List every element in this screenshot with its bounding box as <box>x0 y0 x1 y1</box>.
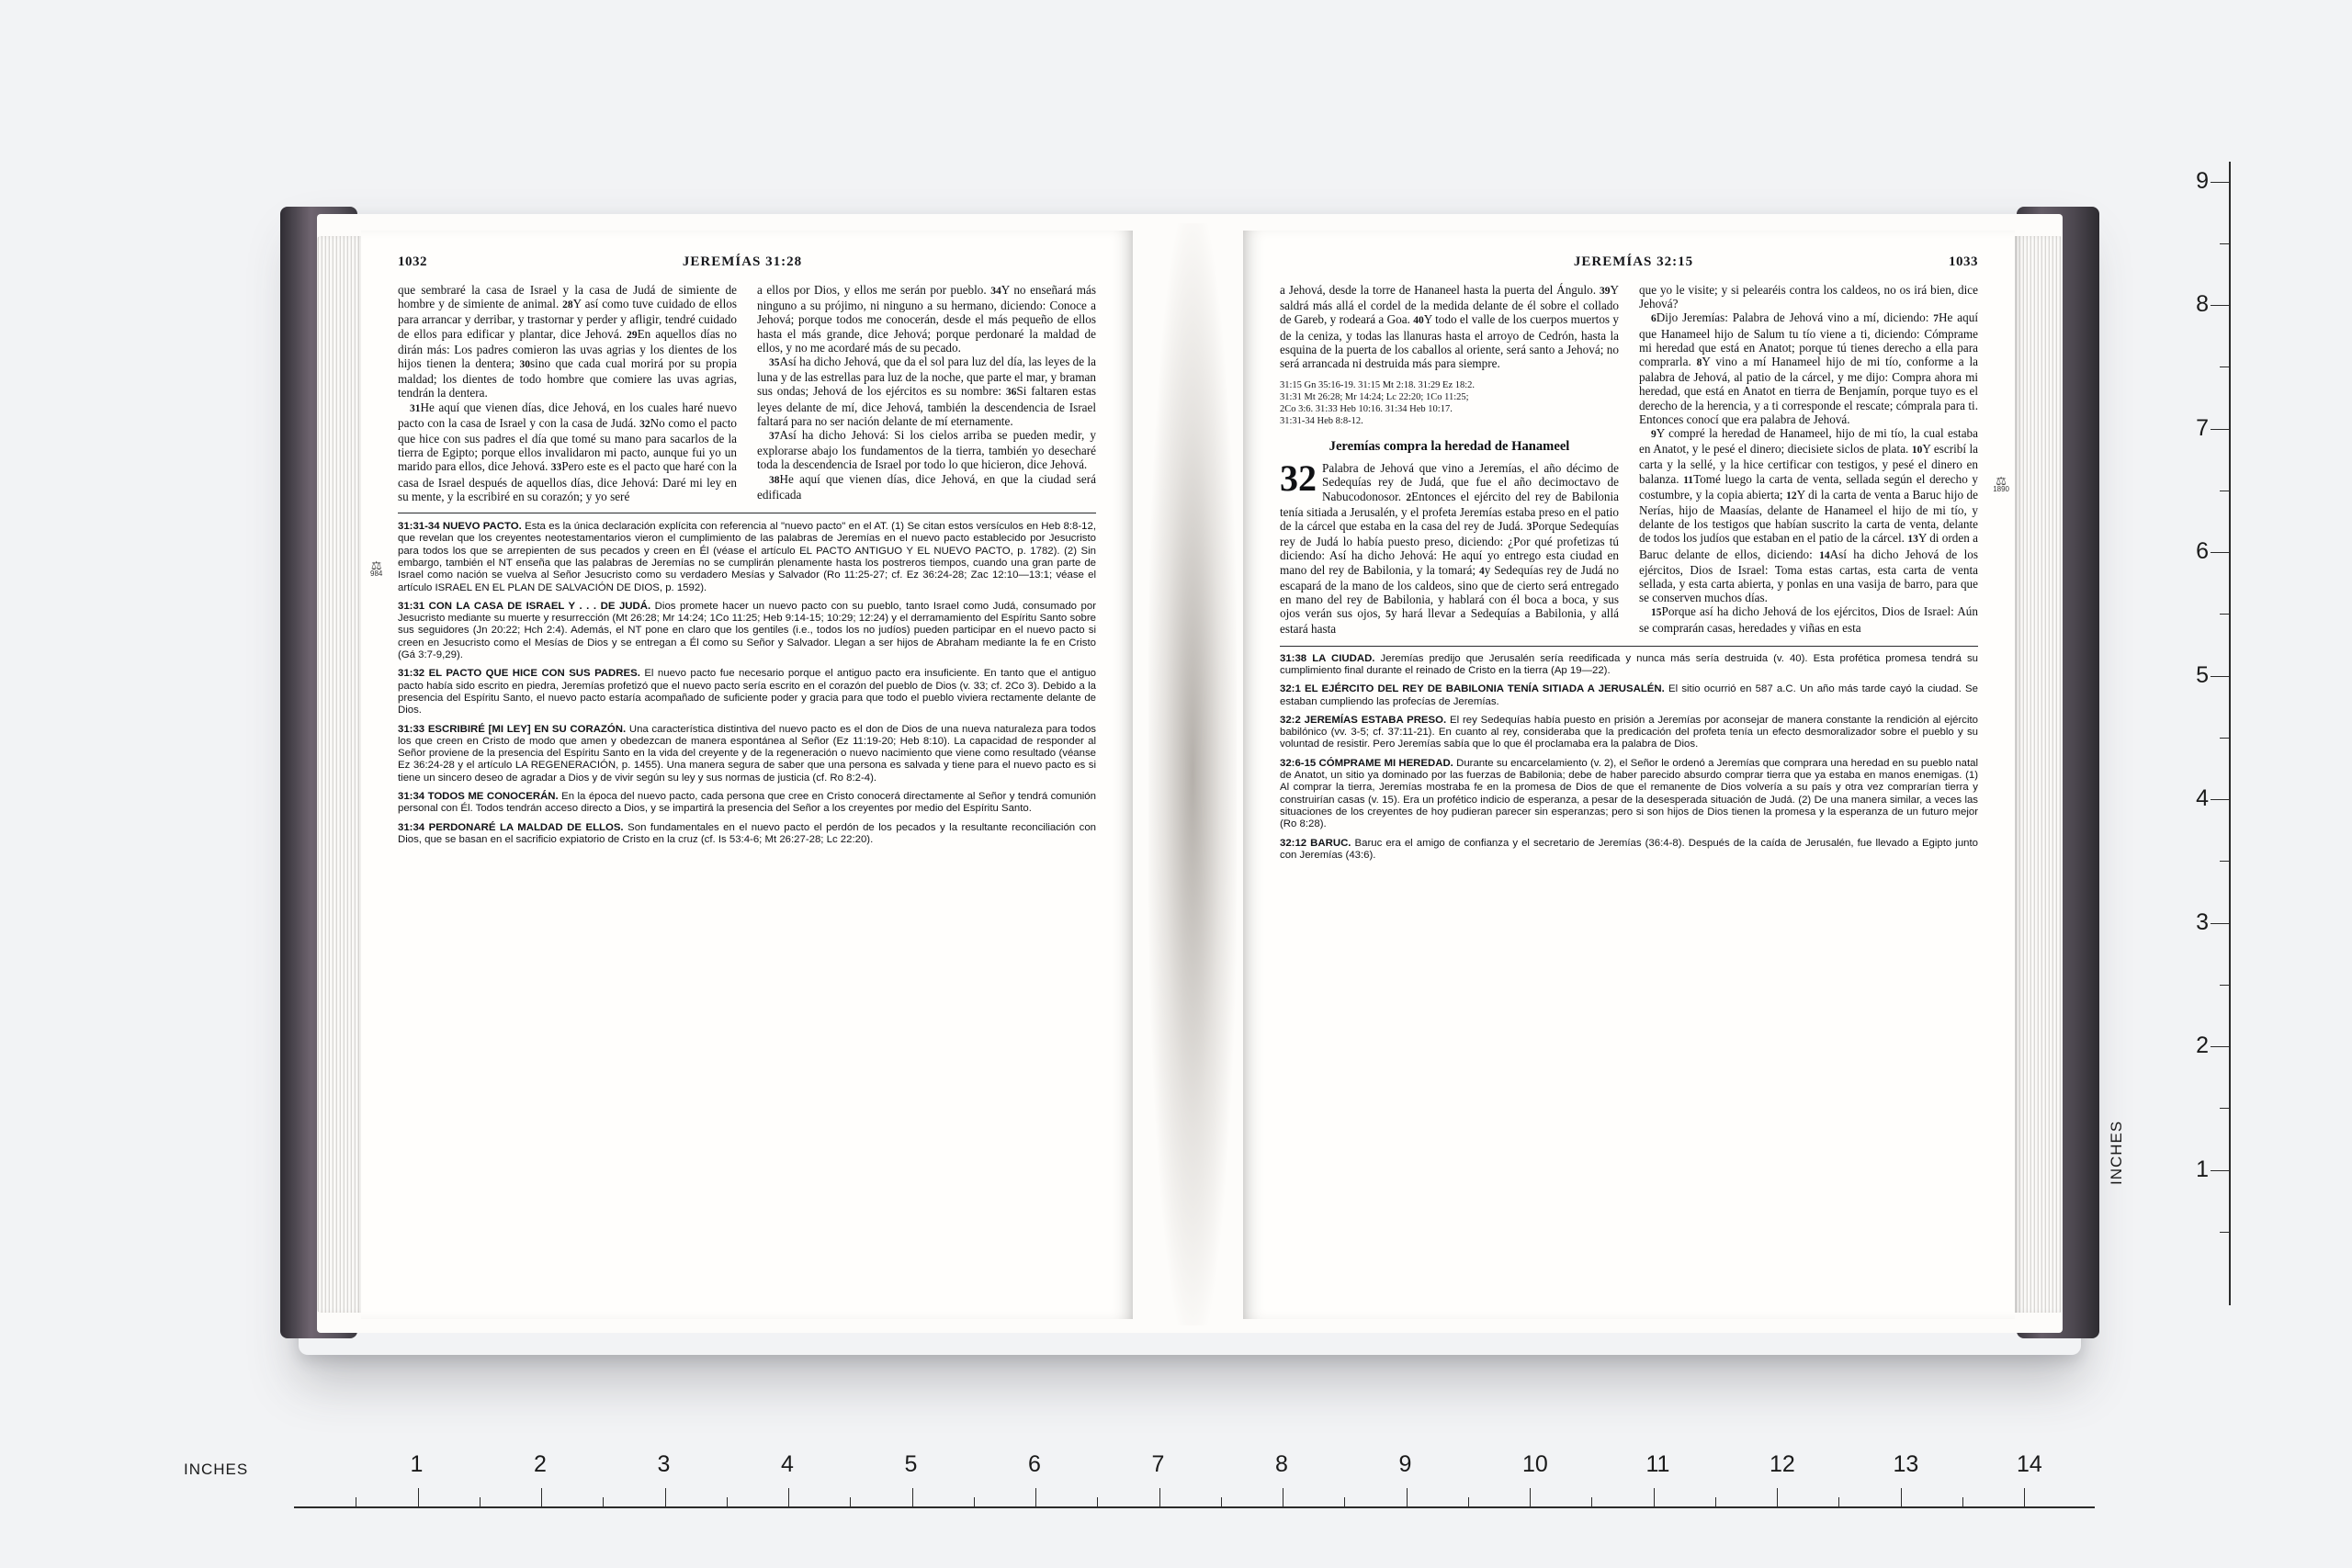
study-note-text: Dios promete hacer un nuevo pacto con su pueblo, tanto Israel como Judá, consumado por Jesucristo mediante su muerte y resurrección (Mt 26:28; Mr 14:24; 1Co 11:25; Heb 9:14-15; 10:29; 12:24) y el derramamiento del Espíritu Santo sobre sus seguidores (Jn 20:22; Hch 2:4). Además, el NT pone en claro que los gentiles (i.e., todos los no judíos) pueden participar en el nuevo pacto si creen en Jesucristo como el Mesías de Dios y se entregan a Él como su Señor y Salvador. Llegan a ser hijos de Abraham mediante la fe en Cristo (Gá 3:7-9,29). <box>398 600 1096 661</box>
study-note-text: Durante su encarcelamiento (v. 2), el Señor le ordenó a Jeremías que comprara una heredad en su pueblo natal de Anatot, un sitio ya dominado por las fuerzas de Babilonia; debe de haber parecido absurdo comprar tierra que ya estaba en manos enemigas. (1) Al comprar la tierra, Jeremías mostraba fe en la promesa de Dios de que el remanente de Dios volvería a su país y otra vez comprarían tierra y construirían casas (v. 15). Era un profético indicio de esperanza, a pesar de la desesperada situación de Judá. (2) De una manera similar, a veces las situaciones de los creyentes de hoy pudieran parecer sin esperanzas; pero si son hijos de Dios tienen la promesa y la esperanza de un futuro mejor (Ro 8:28). <box>1280 757 1978 830</box>
ruler-label: 8 <box>2196 291 2209 317</box>
ruler-tick <box>541 1488 542 1508</box>
study-note-lead: 32:12 BARUC. <box>1280 837 1351 849</box>
ruler-tick-minor <box>850 1497 851 1508</box>
study-note-lead: 31:33 ESCRIBIRÉ [MI LEY] EN SU CORAZÓN. <box>398 723 627 735</box>
ruler-tick-minor <box>2220 1108 2231 1109</box>
ruler-tick-minor <box>1838 1497 1839 1508</box>
ruler-tick <box>2211 305 2231 306</box>
verse-paragraph: que yo le visite; y si pelearéis contra los caldeos, no os irá bien, dice Jehová? <box>1639 283 1978 311</box>
study-note <box>398 601 1096 661</box>
ruler-tick-minor <box>1962 1497 1963 1508</box>
ruler-tick <box>2211 429 2231 430</box>
ruler-tick <box>1530 1488 1531 1508</box>
cross-reference-block <box>1280 379 1619 427</box>
ruler-tick <box>665 1488 666 1508</box>
study-note-text: El nuevo pacto fue necesario porque el antiguo pacto era insuficiente. En tanto que el antiguo pacto había sido escrito en piedra, Jeremías profetizó que el nuevo pacto sería escrito en el corazón del pueblo de Dios (v. 33; cf. 2Co 3). Debido a la presencia del Espíritu Santo, el nuevo pacto estaría acompañado de suficiente poder y gracia para que todo el pueblo viviera rectamente delante de Dios. <box>398 668 1097 716</box>
ruler-label: 11 <box>1645 1451 1670 1477</box>
study-note <box>1280 758 1978 831</box>
horizontal-ruler <box>184 1415 2113 1543</box>
ruler-label: 6 <box>2196 538 2209 564</box>
bookmark-icon: ⚖ <box>370 558 382 572</box>
ruler-tick <box>1159 1488 1160 1508</box>
ruler-tick <box>912 1488 913 1508</box>
study-note-lead: 31:31-34 NUEVO PACTO. <box>398 521 522 533</box>
left-page-running-head <box>398 254 1096 270</box>
study-note-text: Son fundamentales en el nuevo pacto el perdón de los pecados y la resultante reconciliación con Dios, que se basan en el sacrificio expiatorio de Cristo en la cruz (cf. Is 53:4-6; Mt 26:27-28; Lc 22:20). <box>398 821 1096 845</box>
study-note-text: Jeremías predijo que Jerusalén sería reedificada y nunca más sería destruida (v. 40). Esta profética promesa tendrá su cumplimiento final durante el reinado de Cristo en la tierra (Ap 19—22). <box>1280 652 1979 676</box>
right-page-folio: 1033 <box>1948 254 1978 269</box>
study-note-lead: 32:2 JEREMÍAS ESTABA PRESO. <box>1280 714 1447 726</box>
study-note-lead: 32:6-15 CÓMPRAME MI HEREDAD. <box>1280 757 1453 769</box>
right-page-running-head <box>1280 254 1978 270</box>
chapter-body-text: Palabra de Jehová que vino a Jeremías, el año décimo de Sedequías rey de Judá, que fue el año decimoctavo de Nabucodonosor. 2Entonces el ejército del rey de Babilonia tenía sitiada a Jerusalén, y el profeta Jeremías estaba preso en el patio de la cárcel que estaba en la casa del rey de Judá. 3Porque Sedequías rey de Judá lo había puesto preso, diciendo: ¿Por qué profetizas tú diciendo: Así ha dicho Jehová: He aquí yo entrego esta ciudad en mano del rey de Babilonia, y la tomará; 4y Sedequías rey de Judá no escapará de la mano de los caldeos, sino que de cierto será entregado en mano del rey de Babilonia, y hablará con él boca a boca, y sus ojos verán sus ojos, 5y hará llevar a Sedequías a Babilonia, y allá estará hasta <box>1280 461 1619 637</box>
page-edge-left <box>317 236 365 1313</box>
ruler-tick-minor <box>2220 861 2231 862</box>
ruler-label: 10 <box>1522 1451 1548 1477</box>
vertical-ruler-unit-label: INCHES <box>2108 1120 2125 1185</box>
ruler-tick-minor <box>2220 614 2231 615</box>
left-page-column-1 <box>398 283 737 503</box>
ruler-tick-minor <box>727 1497 728 1508</box>
verse-paragraph: a ellos por Dios, y ellos me serán por pueblo. 34Y no enseñará más ninguno a su prójimo, ni ninguno a su hermano, diciendo: Conoce a Jehová; porque todos me conocerán, desde el más pequeño de ellos hasta el más grande, dice Jehová; porque perdonaré la maldad de ellos, y no me acordaré más de su pecado. <box>757 283 1096 355</box>
ruler-tick <box>1654 1488 1655 1508</box>
study-note <box>1280 683 1978 708</box>
study-note-lead: 31:34 TODOS ME CONOCERÁN. <box>398 790 559 802</box>
ruler-tick-minor <box>1468 1497 1469 1508</box>
study-note-text: Esta es la única declaración explícita con referencia al "nuevo pacto" en el AT. (1) Se citan estos versículos en Heb 8:8-12, que revelan que los creyentes neotestamentarios vieron el cumplimiento de las palabras de Jeremías en el nuevo pacto establecido por Jesucristo para todos los que se arrepienten de sus pecados y creen en Él (véase el artículo EL PACTO ANTIGUO Y EL NUEVO PACTO, p. 1782). (2) Sin embargo, también el NT enseña que las palabras de Jeremías no se cumplirán plenamente hasta los postreros tiempos, cuando una gran parte de Israel como nación se vuelva al Señor Jesucristo como su verdadero Mesías y Salvador (Ro 11:25-27; cf. Ez 36:24-28; Zac 12:10—13:1; véase el artículo ISRAEL EN EL PLAN DE SALVACIÓN DE DIOS, p. 1592). <box>398 521 1096 593</box>
left-page-column-2 <box>757 283 1096 503</box>
study-note-lead: 31:31 CON LA CASA DE ISRAEL Y . . . DE JUDÁ. <box>398 600 651 612</box>
ruler-label: 8 <box>1275 1451 1288 1477</box>
verse-paragraph: a Jehová, desde la torre de Hananeel hasta la puerta del Ángulo. 39Y saldrá más allá el cordel de la medida delante de él sobre el collado de Gareb, y rodeará a Goa. 40Y todo el valle de los cuerpos muertos y de la ceniza, y todas las llanuras hasta el arroyo de Cedrón, hasta la esquina de la puerta de los caballos al oriente, será santo a Jehová; no será arrancada ni destruida más para siempre. <box>1280 283 1619 371</box>
left-page-columns <box>398 283 1096 503</box>
open-book <box>280 197 2095 1364</box>
ruler-tick-minor <box>2220 738 2231 739</box>
ruler-label: 4 <box>781 1451 794 1477</box>
study-note-text: El sitio ocurrió en 587 a.C. Un año más tarde cayó la ciudad. Se estaban cumpliendo las profecías de Jeremías. <box>1280 683 1978 707</box>
ruler-tick-minor <box>2220 985 2231 986</box>
ruler-label: 7 <box>2196 414 2209 441</box>
left-page-side-marker-label: 984 <box>370 570 383 578</box>
left-page-folio: 1032 <box>398 254 427 269</box>
study-note-lead: 31:34 PERDONARÉ LA MALDAD DE ELLOS. <box>398 821 624 833</box>
right-page <box>1243 231 2015 1319</box>
ruler-label: 4 <box>2196 785 2209 811</box>
study-note <box>1280 653 1978 678</box>
ruler-label: 2 <box>2196 1032 2209 1058</box>
ruler-tick <box>1407 1488 1408 1508</box>
right-page-notes-divider <box>1280 646 1978 647</box>
ruler-tick-minor <box>2220 1232 2231 1233</box>
bookmark-icon: ⚖ <box>1996 474 2007 488</box>
ruler-label: 3 <box>2196 908 2209 935</box>
left-page <box>361 231 1133 1319</box>
ruler-tick <box>2211 552 2231 553</box>
left-page-title: JEREMÍAS 31:28 <box>682 254 803 269</box>
study-note <box>398 822 1096 847</box>
study-note <box>398 791 1096 816</box>
book-pages <box>317 214 2063 1333</box>
ruler-tick <box>2211 182 2231 183</box>
ruler-tick-minor <box>974 1497 975 1508</box>
book-gutter <box>1148 223 1237 1325</box>
ruler-label: 14 <box>2017 1451 2042 1477</box>
right-page-side-marker-label: 1890 <box>1993 485 2009 493</box>
section-heading: Jeremías compra la heredad de Hanameel <box>1329 439 1570 455</box>
study-note-text: Una característica distintiva del nuevo pacto es el don de Dios de una nueva naturaleza para todos los que creen en Cristo de modo que amen y obedezcan de manera espontánea al Señor (Ez 11:19-20; Heb 8:10). La capacidad de responder al Señor proviene de la presencia del Espíritu Santo en la vida del creyente y de la regeneración o nuevo nacimiento que viene como resultado (véanse Ez 36:24-28 y el artículo LA REGENERACIÓN, p. 1455). Una manera segura de saber que una persona es salvada y tiene para el nuevo pacto es si tiene un sincero deseo de agradar a Dios y de vivir según su ley y sus normas de justicia (cf. Ro 8:2-4). <box>398 723 1096 784</box>
ruler-tick-minor <box>480 1497 481 1508</box>
ruler-label: 6 <box>1028 1451 1041 1477</box>
verse-paragraph: 35Así ha dicho Jehová, que da el sol para luz del día, las leyes de la luna y de las estrellas para luz de la noche, que parte el mar, y braman sus ondas; Jehová de los ejércitos es su nombre: 36Si faltaren estas leyes delante de mí, dice Jehová, también la descendencia de Israel faltará para no ser nación delante de mí eternamente. <box>757 355 1096 428</box>
ruler-tick <box>2211 923 2231 924</box>
verse-paragraph: 38He aquí que vienen días, dice Jehová, en que la ciudad será edificada <box>757 471 1096 502</box>
vertical-ruler <box>2108 138 2278 1332</box>
verse-paragraph: 9Y compré la heredad de Hanameel, hijo de mi tío, la cual estaba en Anatot, y le pesé el dinero; diecisiete siclos de plata. 10Y escribí la carta y la sellé, y la hice certificar con testigos, y pesé el dinero en balanza. 11Tomé luego la carta de venta, sellada según el derecho y costumbre, y la copia abierta; 12Y di la carta de venta a Baruc hijo de Nerías, hijo de Maasías, delante de Hanameel el hijo de mi tío, y delante de los testigos que habían suscrito la carta de venta, delante de todos los judíos que estaban en el patio de la cárcel. 13Y di orden a Baruc delante de ellos, diciendo: 14Así ha dicho Jehová de los ejércitos, Dios de Israel: Toma estas cartas, esta carta de venta sellada, y esta carta abierta, y ponlas en una vasija de barro, para que se conserven muchos días. <box>1639 426 1979 605</box>
ruler-label: 7 <box>1151 1451 1165 1477</box>
ruler-tick-minor <box>1221 1497 1222 1508</box>
ruler-tick-minor <box>1344 1497 1345 1508</box>
study-note <box>1280 838 1978 863</box>
right-page-columns <box>1280 283 1978 637</box>
ruler-tick-minor <box>1591 1497 1592 1508</box>
study-note-text: En la época del nuevo pacto, cada persona que cree en Cristo conocerá directamente al Señor y tendrá comunión personal con Él. Todos tendrán acceso directo a Dios, y se impartirá la presencia del Señor a los creyentes por medio del Espíritu Santo. <box>398 790 1096 815</box>
study-note-text: El rey Sedequías había puesto en prisión a Jeremías por aconsejar de manera constante la rendición al ejército babilónico (vv. 3-5; cf. 37:11-21). En cuanto al rey, consideraba que la predicación del profeta tenía un efecto desmoralizador sobre el pueblo y su voluntad de resistir. Pero Jeremías sabía que lo que él proclamaba era la palabra de Dios. <box>1280 714 1978 750</box>
study-note <box>398 521 1096 594</box>
right-page-study-notes <box>1280 653 1978 862</box>
cross-reference-line: 31:31 Mt 26:28; Mr 14:24; Lc 22:20; 1Co 11:25; <box>1280 392 1469 403</box>
ruler-tick <box>788 1488 789 1508</box>
ruler-tick <box>1777 1488 1778 1508</box>
ruler-tick <box>1035 1488 1036 1508</box>
ruler-label: 1 <box>2196 1156 2209 1182</box>
page-edge-right <box>2015 236 2063 1313</box>
ruler-label: 2 <box>534 1451 547 1477</box>
ruler-label: 5 <box>904 1451 918 1477</box>
verse-paragraph: que sembraré la casa de Israel y la casa de Judá de simiente de hombre y de simiente de animal. 28Y así como tuve cuidado de ellos para arrancar y derribar, y trastornar y perder y afligir, tendré cuidado de ellos para edificar y plantar, dice Jehová. 29En aquellos días no dirán más: Los padres comieron las uvas agrias y los dientes de los hijos tienen la dentera; 30sino que cada cual morirá por su propia maldad; los dientes de todo hombre que comiere las uvas agrias, tendrán la dentera. <box>398 283 737 400</box>
ruler-label: 1 <box>410 1451 424 1477</box>
ruler-label: 9 <box>2196 167 2209 194</box>
verse-paragraph: 6Dijo Jeremías: Palabra de Jehová vino a mí, diciendo: 7He aquí que Hanameel hijo de Salum tu tío viene a ti, diciendo: Cómprame mi heredad que está en Anatot; porque tú tienes derecho a ella para comprarla. 8Y vino a mí Hanameel hijo de mi tío, conforme a la palabra de Jehová, al patio de la cárcel, y me dijo: Compra ahora mi heredad, que está en Anatot en tierra de Benjamín, porque tuyo es el derecho de la herencia, y a ti corresponde el rescate; cómprala para ti. Entonces conocí que era palabra de Jehová. <box>1639 310 1978 426</box>
ruler-label: 9 <box>1398 1451 1412 1477</box>
verse-paragraph: 37Así ha dicho Jehová: Si los cielos arriba se pueden medir, y explorarse abajo los fundamentos de la tierra, también yo desecharé toda la descendencia de Israel por todo lo que hicieron, dice Jehová. <box>757 428 1096 472</box>
study-note <box>1280 715 1978 751</box>
ruler-tick-minor <box>1097 1497 1098 1508</box>
chapter-opening-paragraph <box>1280 457 1619 637</box>
right-page-column-1 <box>1280 283 1619 637</box>
ruler-label: 3 <box>657 1451 671 1477</box>
study-note-lead: 32:1 EL EJÉRCITO DEL REY DE BABILONIA TENÍA SITIADA A JERUSALÉN. <box>1280 683 1665 695</box>
right-page-side-marker <box>1993 474 2009 493</box>
ruler-tick-minor <box>603 1497 604 1508</box>
ruler-tick <box>2211 676 2231 677</box>
chapter-number: 32 <box>1280 457 1317 500</box>
ruler-tick <box>2211 799 2231 800</box>
ruler-label: 13 <box>1893 1451 1919 1477</box>
ruler-tick-minor <box>2220 243 2231 244</box>
study-note <box>398 724 1096 784</box>
cross-reference-line: 31:31-34 Heb 8:8-12. <box>1280 416 1363 427</box>
ruler-tick-minor <box>1715 1497 1716 1508</box>
ruler-tick <box>2024 1488 2025 1508</box>
cross-reference-line: 2Co 3:6. 31:33 Heb 10:16. 31:34 Heb 10:17. <box>1280 404 1453 415</box>
study-note-text: Baruc era el amigo de confianza y el secretario de Jeremías (36:4-8). Después de la caída de Jerusalén, fue llevado a Egipto junto con Jeremías (43:6). <box>1280 837 1979 861</box>
study-note <box>398 668 1096 716</box>
verse-paragraph: 15Porque así ha dicho Jehová de los ejércitos, Dios de Israel: Aún se comprarán casas, heredades y viñas en esta <box>1639 604 1978 635</box>
left-page-study-notes <box>398 521 1096 846</box>
ruler-label: 5 <box>2196 661 2209 688</box>
cross-reference-line: 31:15 Gn 35:16-19. 31:15 Mt 2:18. 31:29 Ez 18:2. <box>1280 380 1476 391</box>
study-note-lead: 31:32 EL PACTO QUE HICE CON SUS PADRES. <box>398 668 640 680</box>
verse-paragraph: 31He aquí que vienen días, dice Jehová, en los cuales haré nuevo pacto con la casa de Israel y con la casa de Judá. 32No como el pacto que hice con sus padres el día que tomé su mano para sacarlos de la tierra de Egipto; porque ellos invalidaron mi pacto, aunque fui yo un marido para ellos, dice Jehová. 33Pero este es el pacto que haré con la casa de Israel después de aquellos días, dice Jehová: Daré mi ley en su mente, y la escribiré en su corazón; y yo seré <box>398 400 737 503</box>
left-page-side-marker <box>370 558 383 578</box>
horizontal-ruler-axis <box>294 1506 2095 1508</box>
study-note-lead: 31:38 LA CIUDAD. <box>1280 652 1375 664</box>
vertical-ruler-axis <box>2229 162 2231 1305</box>
ruler-tick <box>418 1488 419 1508</box>
horizontal-ruler-unit-label: INCHES <box>184 1461 249 1478</box>
ruler-tick <box>2211 1046 2231 1047</box>
right-page-title: JEREMÍAS 32:15 <box>1573 254 1694 269</box>
ruler-tick <box>2211 1170 2231 1171</box>
right-page-column-2 <box>1639 283 1978 637</box>
ruler-tick <box>1901 1488 1902 1508</box>
ruler-label: 12 <box>1770 1451 1795 1477</box>
